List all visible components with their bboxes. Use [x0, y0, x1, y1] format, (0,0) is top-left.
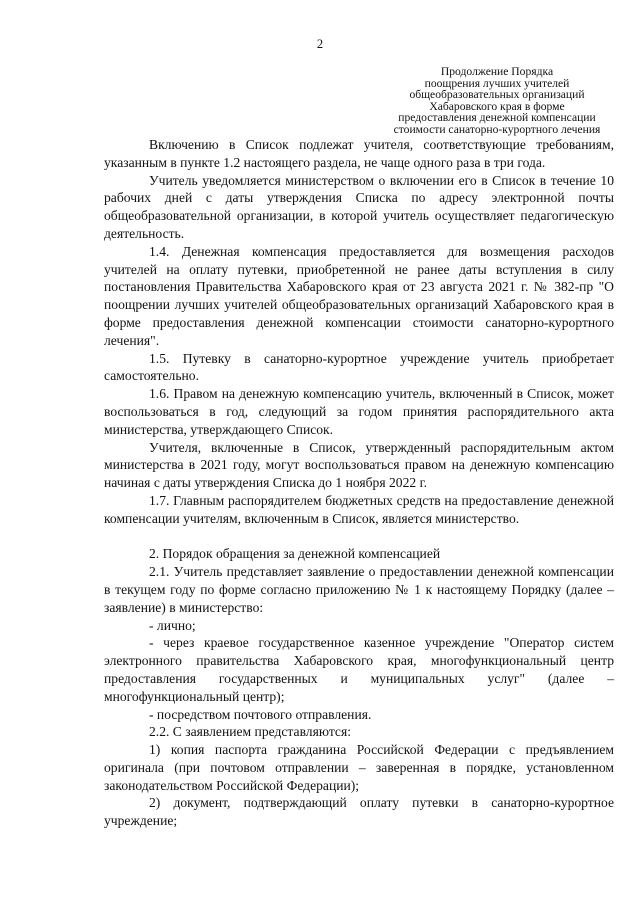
list-item: - посредством почтового отправления. — [149, 706, 372, 722]
list-item: - лично; — [149, 617, 196, 633]
header-line: предоставления денежной компенсации — [398, 111, 596, 124]
header-line: Продолжение Порядка — [440, 65, 554, 78]
list-item: 2) документ, подтверждающий оплату путевки в санаторно-курортное учреждение; — [104, 795, 614, 829]
paragraph: Учитель уведомляется министерством о включении его в Список в течение 10 рабочих дней с даты утверждения Списка по адресу электронной почты общеобразовательной организации, в которой учитель осуществляет педагогическую деятельность. — [104, 172, 614, 241]
list-item: 1) копия паспорта гражданина Российской Федерации с предъявлением оригинала (при почтовом отправлении – заверенная в порядке, установленном законодательством Российской Федерации); — [104, 742, 614, 793]
header-line: Хабаровского края в форме — [429, 99, 565, 113]
paragraph: 1.4. Денежная компенсация предоставляется для возмещения расходов учителей на оплату путевки, приобретенной не ранее даты вступления в силу постановления Правительства Хабаровского края от 23 августа 2021 г. № 382-пр "О поощрении лучших учителей общеобразовательных организаций Хабаровского края в форме предоставления денежной компенсации стоимости санаторно-курортного лечения". — [104, 243, 614, 348]
paragraph: Включению в Список подлежат учителя, соответствующие требованиям, указанным в пункте 1.2 настоящего раздела, не чаще одного раза в три года. — [104, 137, 614, 170]
section-heading: 2. Порядок обращения за денежной компенсацией — [149, 546, 441, 562]
paragraph: 2.2. С заявлением представляются: — [149, 724, 351, 740]
paragraph: 1.7. Главным распорядителем бюджетных средств на предоставление денежной компенсации учителям, включенным в Список, является министерство. — [104, 492, 614, 526]
paragraph: 1.6. Правом на денежную компенсацию учитель, включенный в Список, может воспользоваться в год, следующий за годом принятия распорядительного акта министерства, утверждающего Список. — [104, 386, 614, 437]
document-body — [104, 136, 614, 830]
page-number: 2 — [316, 37, 324, 51]
paragraph: 2.1. Учитель представляет заявление о предоставлении денежной компенсации в текущем году по форме согласно приложению № 1 к настоящему Порядку (далее – заявление) в министерство: — [104, 564, 614, 615]
paragraph: 1.5. Путевку в санаторно-курортное учреждение учитель приобретает самостоятельно. — [104, 350, 614, 384]
header-line: общеобразовательных организаций — [409, 88, 585, 101]
list-item: - через краевое государственное казенное учреждение "Оператор систем электронного правительства Хабаровского края, многофункциональный центр предоставления государственных и муниципальных услуг" (далее – многофункциональный центр); — [104, 635, 614, 704]
header-line: стоимости санаторно-курортного лечения — [393, 122, 601, 136]
document-header — [380, 66, 614, 135]
header-line: поощрения лучших учителей — [424, 76, 570, 90]
paragraph: Учителя, включенные в Список, утвержденный распорядительным актом министерства в 2021 году, могут воспользоваться правом на денежную компенсацию начиная с даты утверждения Списка до 1 ноября 2022 г. — [104, 439, 614, 491]
